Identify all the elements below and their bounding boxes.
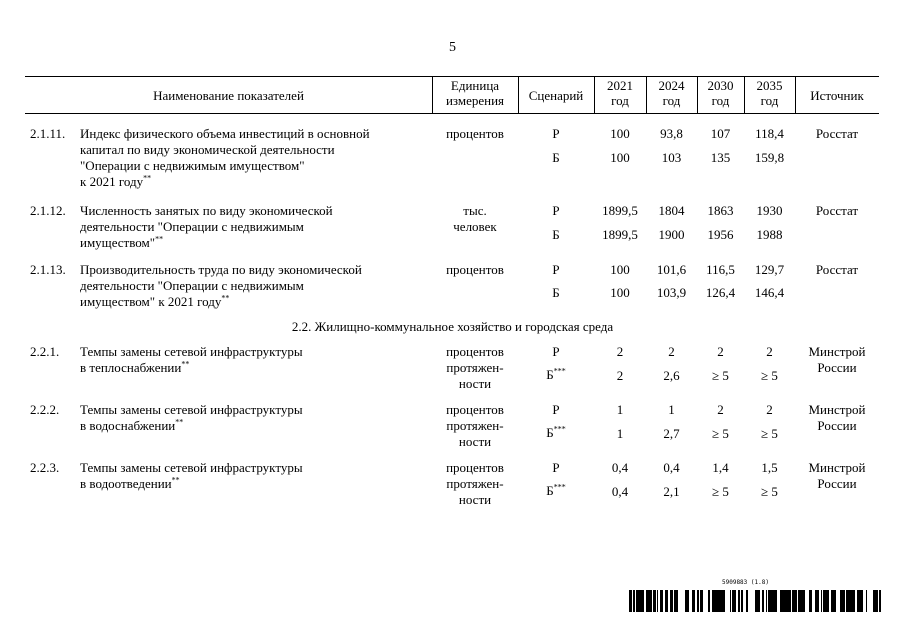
unit-line: тыс. bbox=[463, 203, 487, 218]
scenario-label: Р bbox=[552, 126, 560, 141]
value-2035: ≥ 5 bbox=[761, 368, 778, 383]
unit-line: ности bbox=[458, 376, 492, 391]
row-number: 2.2.3. bbox=[30, 460, 60, 475]
header-2024-year: 2024 bbox=[658, 78, 685, 93]
source-line: России bbox=[817, 418, 857, 433]
barcode-bar bbox=[714, 590, 715, 612]
barcode-bar bbox=[784, 590, 785, 612]
header-2021-god: год bbox=[611, 93, 629, 108]
barcode-bar bbox=[631, 590, 632, 612]
indicator-name bbox=[80, 460, 425, 492]
barcode-bar bbox=[720, 590, 721, 612]
name-line-text: в теплоснабжении bbox=[80, 360, 182, 375]
barcode-bar bbox=[647, 590, 649, 612]
source-line: Росстат bbox=[815, 262, 859, 277]
barcode-bar bbox=[800, 590, 802, 612]
barcode-bar bbox=[654, 590, 656, 612]
source-line: России bbox=[817, 476, 857, 491]
value-2021: 100 bbox=[610, 126, 630, 141]
indicator-name bbox=[80, 262, 425, 310]
barcode-bar bbox=[851, 590, 852, 612]
name-line: деятельности "Операции с недвижимым bbox=[80, 219, 304, 234]
barcode-bar bbox=[724, 590, 725, 612]
indicator-name bbox=[80, 402, 425, 434]
value-2021: 1 bbox=[616, 426, 624, 441]
scenario-label bbox=[518, 367, 594, 383]
footnote-mark: *** bbox=[553, 482, 566, 492]
header-2030-god: год bbox=[711, 93, 730, 108]
source-line: Росстат bbox=[815, 126, 859, 141]
footnote-mark: ** bbox=[171, 475, 180, 485]
scenario-label: Б bbox=[552, 150, 560, 165]
barcode-bar bbox=[660, 590, 661, 612]
value-2024: 1 bbox=[668, 402, 675, 417]
indicator-name bbox=[80, 203, 425, 251]
barcode-bar bbox=[826, 590, 828, 612]
value-2021: 100 bbox=[610, 285, 630, 300]
source bbox=[795, 203, 879, 219]
header-scenario-text: Сценарий bbox=[528, 88, 584, 103]
barcode-bar bbox=[796, 590, 797, 612]
barcode-bar bbox=[858, 590, 859, 612]
unit-line: процентов bbox=[446, 460, 504, 475]
value-2035: ≥ 5 bbox=[761, 426, 778, 441]
barcode-bar bbox=[866, 590, 867, 612]
barcode-bar bbox=[709, 590, 710, 612]
page-number: 5 bbox=[449, 40, 456, 55]
barcode-bar bbox=[848, 590, 850, 612]
value-2021: 0,4 bbox=[611, 460, 629, 475]
name-line: Индекс физического объема инвестиций в основной bbox=[80, 126, 370, 141]
barcode-bar bbox=[692, 590, 693, 612]
name-line-text: к 2021 году bbox=[80, 174, 144, 189]
barcode-bar bbox=[755, 590, 756, 612]
value-2024: 93,8 bbox=[660, 126, 683, 141]
value-2024: 1804 bbox=[658, 203, 685, 218]
barcode-bar bbox=[721, 590, 723, 612]
barcode-bar bbox=[828, 590, 829, 612]
name-line bbox=[80, 476, 425, 492]
barcode-bar bbox=[746, 590, 748, 612]
header-2021-year: 2021 bbox=[607, 78, 633, 93]
barcode-bar bbox=[756, 590, 758, 612]
barcode-bar bbox=[735, 590, 736, 612]
value-2030: ≥ 5 bbox=[712, 368, 729, 383]
barcode-bar bbox=[716, 590, 717, 612]
name-line: деятельности "Операции с недвижимым bbox=[80, 278, 304, 293]
barcode-bar bbox=[788, 590, 789, 612]
barcode-bar bbox=[823, 590, 825, 612]
header-bottom-rule bbox=[25, 113, 879, 114]
header-2035 bbox=[744, 78, 795, 108]
barcode-bar bbox=[787, 590, 788, 612]
barcode-bar bbox=[768, 590, 770, 612]
name-line: Численность занятых по виду экономической bbox=[80, 203, 333, 218]
unit-line: процентов bbox=[446, 262, 504, 277]
source-line: Минстрой bbox=[808, 460, 866, 475]
barcode-bar bbox=[697, 590, 699, 612]
barcode-bar bbox=[657, 590, 658, 612]
barcode-bar bbox=[633, 590, 635, 612]
barcode-bar bbox=[793, 590, 795, 612]
barcode-bar bbox=[653, 590, 654, 612]
barcode-bar bbox=[661, 590, 663, 612]
name-line-text: имуществом" bbox=[80, 235, 156, 250]
barcode-bar bbox=[833, 590, 835, 612]
header-name bbox=[25, 88, 432, 103]
barcode-bar bbox=[738, 590, 740, 612]
value-2021: 100 bbox=[610, 150, 630, 165]
unit bbox=[432, 344, 518, 392]
scenario-label-text: Б bbox=[546, 425, 554, 440]
unit-line: процентов bbox=[446, 126, 504, 141]
source bbox=[795, 460, 879, 492]
barcode-bar bbox=[825, 590, 826, 612]
row-number: 2.1.13. bbox=[30, 262, 66, 277]
header-source bbox=[795, 88, 879, 103]
unit-line: протяжен- bbox=[446, 418, 504, 433]
name-line: капитал по виду экономической деятельности bbox=[80, 142, 335, 157]
barcode-bar bbox=[835, 590, 836, 612]
value-2021: 100 bbox=[610, 262, 630, 277]
value-2035: 146,4 bbox=[754, 285, 785, 300]
value-2035: 1,5 bbox=[761, 460, 778, 475]
unit bbox=[432, 460, 518, 508]
scenario-label: Б bbox=[552, 285, 560, 300]
row-number: 2.1.12. bbox=[30, 203, 66, 218]
header-2024-god: год bbox=[662, 93, 681, 108]
barcode-bar bbox=[850, 590, 851, 612]
name-line: Темпы замены сетевой инфраструктуры bbox=[80, 460, 303, 475]
source-line: Минстрой bbox=[808, 402, 866, 417]
barcode-bar bbox=[792, 590, 793, 612]
value-2024: 101,6 bbox=[656, 262, 687, 277]
barcode-bar bbox=[852, 590, 853, 612]
barcode-bar bbox=[629, 590, 630, 612]
source bbox=[795, 126, 879, 142]
source-line: Минстрой bbox=[808, 344, 866, 359]
barcode-bar bbox=[639, 590, 641, 612]
name-line: Производительность труда по виду экономической bbox=[80, 262, 362, 277]
row-number: 2.2.1. bbox=[30, 344, 60, 359]
value-2030: 135 bbox=[710, 150, 731, 165]
value-2030: 2 bbox=[717, 344, 724, 359]
header-unit-line2: измерения bbox=[445, 93, 505, 108]
value-2030: ≥ 5 bbox=[712, 426, 729, 441]
value-2035: 129,7 bbox=[754, 262, 785, 277]
value-2021: 0,4 bbox=[611, 484, 629, 499]
header-unit-line1: Единица bbox=[450, 78, 500, 93]
barcode-bar bbox=[723, 590, 724, 612]
header-scenario bbox=[518, 88, 594, 103]
footnote-mark: *** bbox=[553, 366, 566, 376]
barcode-bar bbox=[811, 590, 812, 612]
value-2024: 103 bbox=[661, 150, 682, 165]
unit-line: ности bbox=[458, 492, 492, 507]
barcode-bar bbox=[693, 590, 695, 612]
barcode-bar bbox=[741, 590, 743, 612]
value-2024: 2,6 bbox=[663, 368, 680, 383]
value-2021: 2 bbox=[616, 344, 624, 359]
header-2035-god: год bbox=[760, 93, 779, 108]
barcode-bar bbox=[666, 590, 667, 612]
barcode-bar bbox=[649, 590, 650, 612]
barcode-bar bbox=[789, 590, 790, 612]
barcode-bar bbox=[879, 590, 881, 612]
footnote-mark: ** bbox=[221, 293, 230, 303]
header-2030-year: 2030 bbox=[707, 78, 734, 93]
name-line: Темпы замены сетевой инфраструктуры bbox=[80, 344, 303, 359]
barcode-bar bbox=[809, 590, 811, 612]
indicator-name bbox=[80, 126, 425, 190]
barcode-bar bbox=[641, 590, 643, 612]
name-line bbox=[80, 418, 425, 434]
header-unit bbox=[432, 78, 518, 108]
barcode-bar bbox=[853, 590, 855, 612]
barcode-bar bbox=[776, 590, 777, 612]
value-2024: 1900 bbox=[658, 227, 685, 242]
header-2035-year: 2035 bbox=[756, 78, 783, 93]
source bbox=[795, 402, 879, 434]
unit bbox=[432, 126, 518, 142]
barcode-bar bbox=[817, 590, 819, 612]
barcode-bar bbox=[643, 590, 644, 612]
name-line bbox=[80, 360, 425, 376]
section-title: 2.2. Жилищно-коммунальное хозяйство и городская среда bbox=[291, 319, 614, 334]
barcode-bar bbox=[840, 590, 841, 612]
barcode-bar bbox=[874, 590, 876, 612]
value-2035: 118,4 bbox=[755, 126, 784, 141]
unit-line: протяжен- bbox=[446, 360, 504, 375]
footnote-mark: ** bbox=[143, 173, 152, 183]
barcode-bar bbox=[672, 590, 673, 612]
barcode-bar bbox=[702, 590, 703, 612]
barcode-bar bbox=[665, 590, 666, 612]
barcode-bar bbox=[670, 590, 672, 612]
scenario-label: Р bbox=[552, 460, 560, 475]
value-2021: 1899,5 bbox=[602, 203, 638, 218]
barcode-bar bbox=[646, 590, 647, 612]
source bbox=[795, 262, 879, 278]
header-2024 bbox=[646, 78, 697, 108]
barcode bbox=[629, 590, 881, 612]
value-2024: 2 bbox=[668, 344, 675, 359]
unit bbox=[432, 402, 518, 450]
unit bbox=[432, 262, 518, 278]
value-2024: 103,9 bbox=[656, 285, 687, 300]
value-2024: 0,4 bbox=[663, 460, 680, 475]
value-2021: 1899,5 bbox=[602, 227, 638, 242]
scenario-label-text: Б bbox=[546, 367, 554, 382]
header-2030 bbox=[697, 78, 744, 108]
barcode-bar bbox=[859, 590, 860, 612]
name-line bbox=[80, 174, 425, 190]
barcode-bar bbox=[785, 590, 787, 612]
value-2035: 1988 bbox=[756, 227, 783, 242]
name-line-text: в водоснабжении bbox=[80, 418, 176, 433]
source-line: Росстат bbox=[815, 203, 859, 218]
value-2035: ≥ 5 bbox=[761, 484, 778, 499]
barcode-bar bbox=[803, 590, 805, 612]
value-2021: 2 bbox=[616, 368, 624, 383]
footnote-mark: *** bbox=[553, 424, 566, 434]
value-2035: 159,8 bbox=[754, 150, 785, 165]
barcode-bar bbox=[772, 590, 773, 612]
scenario-label-text: Б bbox=[546, 483, 554, 498]
scenario-label: Р bbox=[552, 262, 560, 277]
barcode-bar bbox=[715, 590, 716, 612]
barcode-bar bbox=[773, 590, 774, 612]
barcode-bar bbox=[676, 590, 678, 612]
name-line: Темпы замены сетевой инфраструктуры bbox=[80, 402, 303, 417]
value-2030: 1863 bbox=[707, 203, 734, 218]
barcode-bar bbox=[675, 590, 676, 612]
scenario-label: Б bbox=[552, 227, 560, 242]
barcode-bar bbox=[780, 590, 782, 612]
indicator-name bbox=[80, 344, 425, 376]
barcode-bar bbox=[667, 590, 668, 612]
barcode-bar bbox=[730, 590, 731, 612]
value-2035: 2 bbox=[766, 344, 773, 359]
value-2024: 2,1 bbox=[663, 484, 680, 499]
scenario-label bbox=[518, 425, 594, 441]
barcode-bar bbox=[734, 590, 735, 612]
barcode-bar bbox=[762, 590, 764, 612]
barcode-bar bbox=[821, 590, 822, 612]
value-2030: ≥ 5 bbox=[712, 484, 729, 499]
barcode-bar bbox=[846, 590, 848, 612]
barcode-bar bbox=[774, 590, 776, 612]
barcode-bar bbox=[733, 590, 734, 612]
header-name-text: Наименование показателей bbox=[153, 88, 304, 103]
value-2030: 107 bbox=[710, 126, 731, 141]
footnote-mark: ** bbox=[175, 417, 184, 427]
header-top-rule bbox=[25, 76, 879, 77]
value-2035: 2 bbox=[766, 402, 773, 417]
barcode-bar bbox=[843, 590, 844, 612]
barcode-bar bbox=[862, 590, 863, 612]
barcode-bar bbox=[844, 590, 845, 612]
barcode-bar bbox=[876, 590, 878, 612]
value-2035: 1930 bbox=[756, 203, 783, 218]
barcode-bar bbox=[831, 590, 833, 612]
barcode-bar bbox=[708, 590, 709, 612]
barcode-bar bbox=[798, 590, 800, 612]
name-line bbox=[80, 235, 425, 251]
unit-line: процентов bbox=[446, 344, 504, 359]
header-2021 bbox=[594, 78, 646, 108]
value-2021: 1 bbox=[616, 402, 624, 417]
barcode-bar bbox=[815, 590, 816, 612]
unit bbox=[432, 203, 518, 235]
barcode-bar bbox=[841, 590, 843, 612]
barcode-bar bbox=[636, 590, 638, 612]
barcode-caption: 5909883 (1.8) bbox=[722, 579, 769, 586]
barcode-bar bbox=[857, 590, 858, 612]
barcode-bar bbox=[766, 590, 767, 612]
source bbox=[795, 344, 879, 376]
barcode-bar bbox=[717, 590, 718, 612]
scenario-label: Р bbox=[552, 402, 560, 417]
unit-line: процентов bbox=[446, 402, 504, 417]
unit-line: протяжен- bbox=[446, 476, 504, 491]
barcode-bar bbox=[700, 590, 702, 612]
barcode-bar bbox=[718, 590, 720, 612]
row-number: 2.1.11. bbox=[30, 126, 66, 141]
unit-line: ности bbox=[458, 434, 492, 449]
name-line-text: имуществом" к 2021 году bbox=[80, 294, 222, 309]
value-2030: 1956 bbox=[707, 227, 734, 242]
name-line: "Операции с недвижимым имуществом" bbox=[80, 158, 305, 173]
barcode-bar bbox=[685, 590, 687, 612]
footnote-mark: ** bbox=[155, 234, 164, 244]
barcode-bar bbox=[650, 590, 652, 612]
row-number: 2.2.2. bbox=[30, 402, 60, 417]
barcode-bar bbox=[816, 590, 817, 612]
barcode-bar bbox=[802, 590, 803, 612]
footnote-mark: ** bbox=[181, 359, 190, 369]
scenario-label: Р bbox=[552, 203, 560, 218]
value-2030: 2 bbox=[717, 402, 724, 417]
barcode-bar bbox=[873, 590, 874, 612]
barcode-bar bbox=[790, 590, 791, 612]
barcode-bar bbox=[630, 590, 631, 612]
barcode-bar bbox=[638, 590, 639, 612]
value-2030: 1,4 bbox=[712, 460, 729, 475]
name-line-text: в водоотведении bbox=[80, 476, 172, 491]
barcode-bar bbox=[732, 590, 733, 612]
source-line: России bbox=[817, 360, 857, 375]
scenario-label bbox=[518, 483, 594, 499]
barcode-bar bbox=[860, 590, 862, 612]
scenario-label: Р bbox=[552, 344, 560, 359]
unit-line: человек bbox=[453, 219, 497, 234]
barcode-bar bbox=[758, 590, 760, 612]
barcode-bar bbox=[688, 590, 689, 612]
barcode-bar bbox=[795, 590, 796, 612]
barcode-bar bbox=[674, 590, 675, 612]
barcode-bar bbox=[687, 590, 688, 612]
value-2024: 2,7 bbox=[663, 426, 680, 441]
name-line bbox=[80, 294, 425, 310]
barcode-bar bbox=[770, 590, 772, 612]
header-source-text: Источник bbox=[810, 88, 864, 103]
barcode-bar bbox=[782, 590, 784, 612]
value-2030: 126,4 bbox=[705, 285, 736, 300]
value-2030: 116,5 bbox=[706, 262, 735, 277]
barcode-bar bbox=[712, 590, 714, 612]
